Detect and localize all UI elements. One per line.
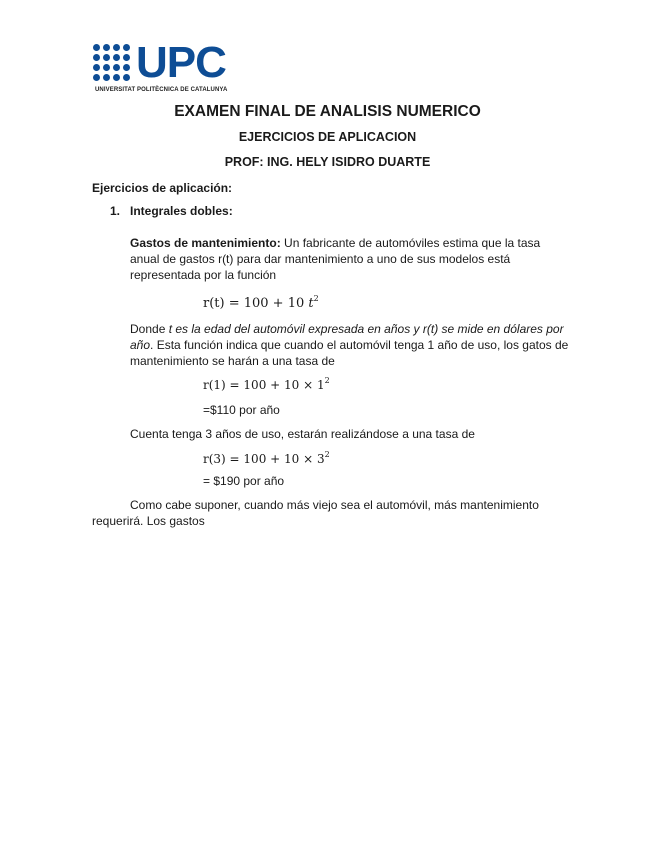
equation-2: [203, 376, 330, 392]
paragraph-2-line-1-b: t es la edad del automóvil expresada en años y r(t) se mide en dólares por: [168, 322, 564, 336]
paragraph-2-line-1: [130, 321, 564, 337]
equation-3: [203, 450, 330, 466]
paragraph-3-line-1: Cuenta tenga 3 años de uso, estarán realizándose a una tasa de: [130, 427, 475, 441]
paragraph-2-line-2-a: año: [130, 338, 151, 352]
equation-1-var: t: [308, 296, 314, 311]
equation-1-exponent: 2: [313, 294, 319, 303]
paragraph-1-line-1-text: Un fabricante de automóviles estima que la tasa: [280, 236, 541, 250]
list-item-title: Integrales dobles:: [130, 204, 233, 218]
list-item-number: 1.: [110, 204, 121, 218]
paragraph-1-line-1: [130, 235, 540, 251]
paragraph-1-lead: Gastos de mantenimiento:: [130, 236, 281, 250]
paragraph-1-line-3: representada por la función: [130, 268, 277, 282]
paragraph-2-line-2: [130, 337, 568, 353]
logo-wordmark: UPC: [136, 38, 226, 87]
paragraph-2-line-3: mantenimiento se harán a una tasa de: [130, 354, 335, 368]
paragraph-2-line-2-b: . Esta función indica que cuando el automóvil tenga 1 año de uso, los gatos de: [150, 338, 569, 352]
paragraph-2-line-1-a: Donde: [130, 322, 169, 336]
equation-3-exponent: 2: [324, 450, 330, 459]
exam-subtitle: EJERCICIOS DE APLICACION: [238, 130, 417, 144]
equation-2-result: =$110 por año: [203, 403, 280, 417]
equation-1-lhs: r(t) = 100 + 10: [203, 296, 305, 311]
paragraph-4-line-2: requerirá. Los gastos: [92, 514, 205, 528]
equation-2-exponent: 2: [324, 376, 330, 385]
equation-1: [203, 294, 319, 311]
professor-line: PROF: ING. HELY ISIDRO DUARTE: [224, 155, 431, 169]
section-heading: Ejercicios de aplicación:: [92, 181, 233, 195]
paragraph-1-line-2: anual de gastos r(t) para dar mantenimiento a uno de sus modelos está: [130, 252, 511, 266]
logo-subtitle: UNIVERSITAT POLITÈCNICA DE CATALUNYA: [95, 87, 228, 93]
logo-dots-icon: [93, 44, 133, 84]
upc-logo: [93, 38, 253, 96]
equation-3-expr: r(3) = 100 + 10 × 3: [203, 452, 325, 466]
equation-2-expr: r(1) = 100 + 10 × 1: [203, 378, 325, 392]
paragraph-4-line-1: Como cabe suponer, cuando más viejo sea el automóvil, más mantenimiento: [130, 498, 539, 512]
exam-title: EXAMEN FINAL DE ANALISIS NUMERICO: [174, 103, 481, 120]
equation-3-result: = $190 por año: [203, 474, 285, 488]
